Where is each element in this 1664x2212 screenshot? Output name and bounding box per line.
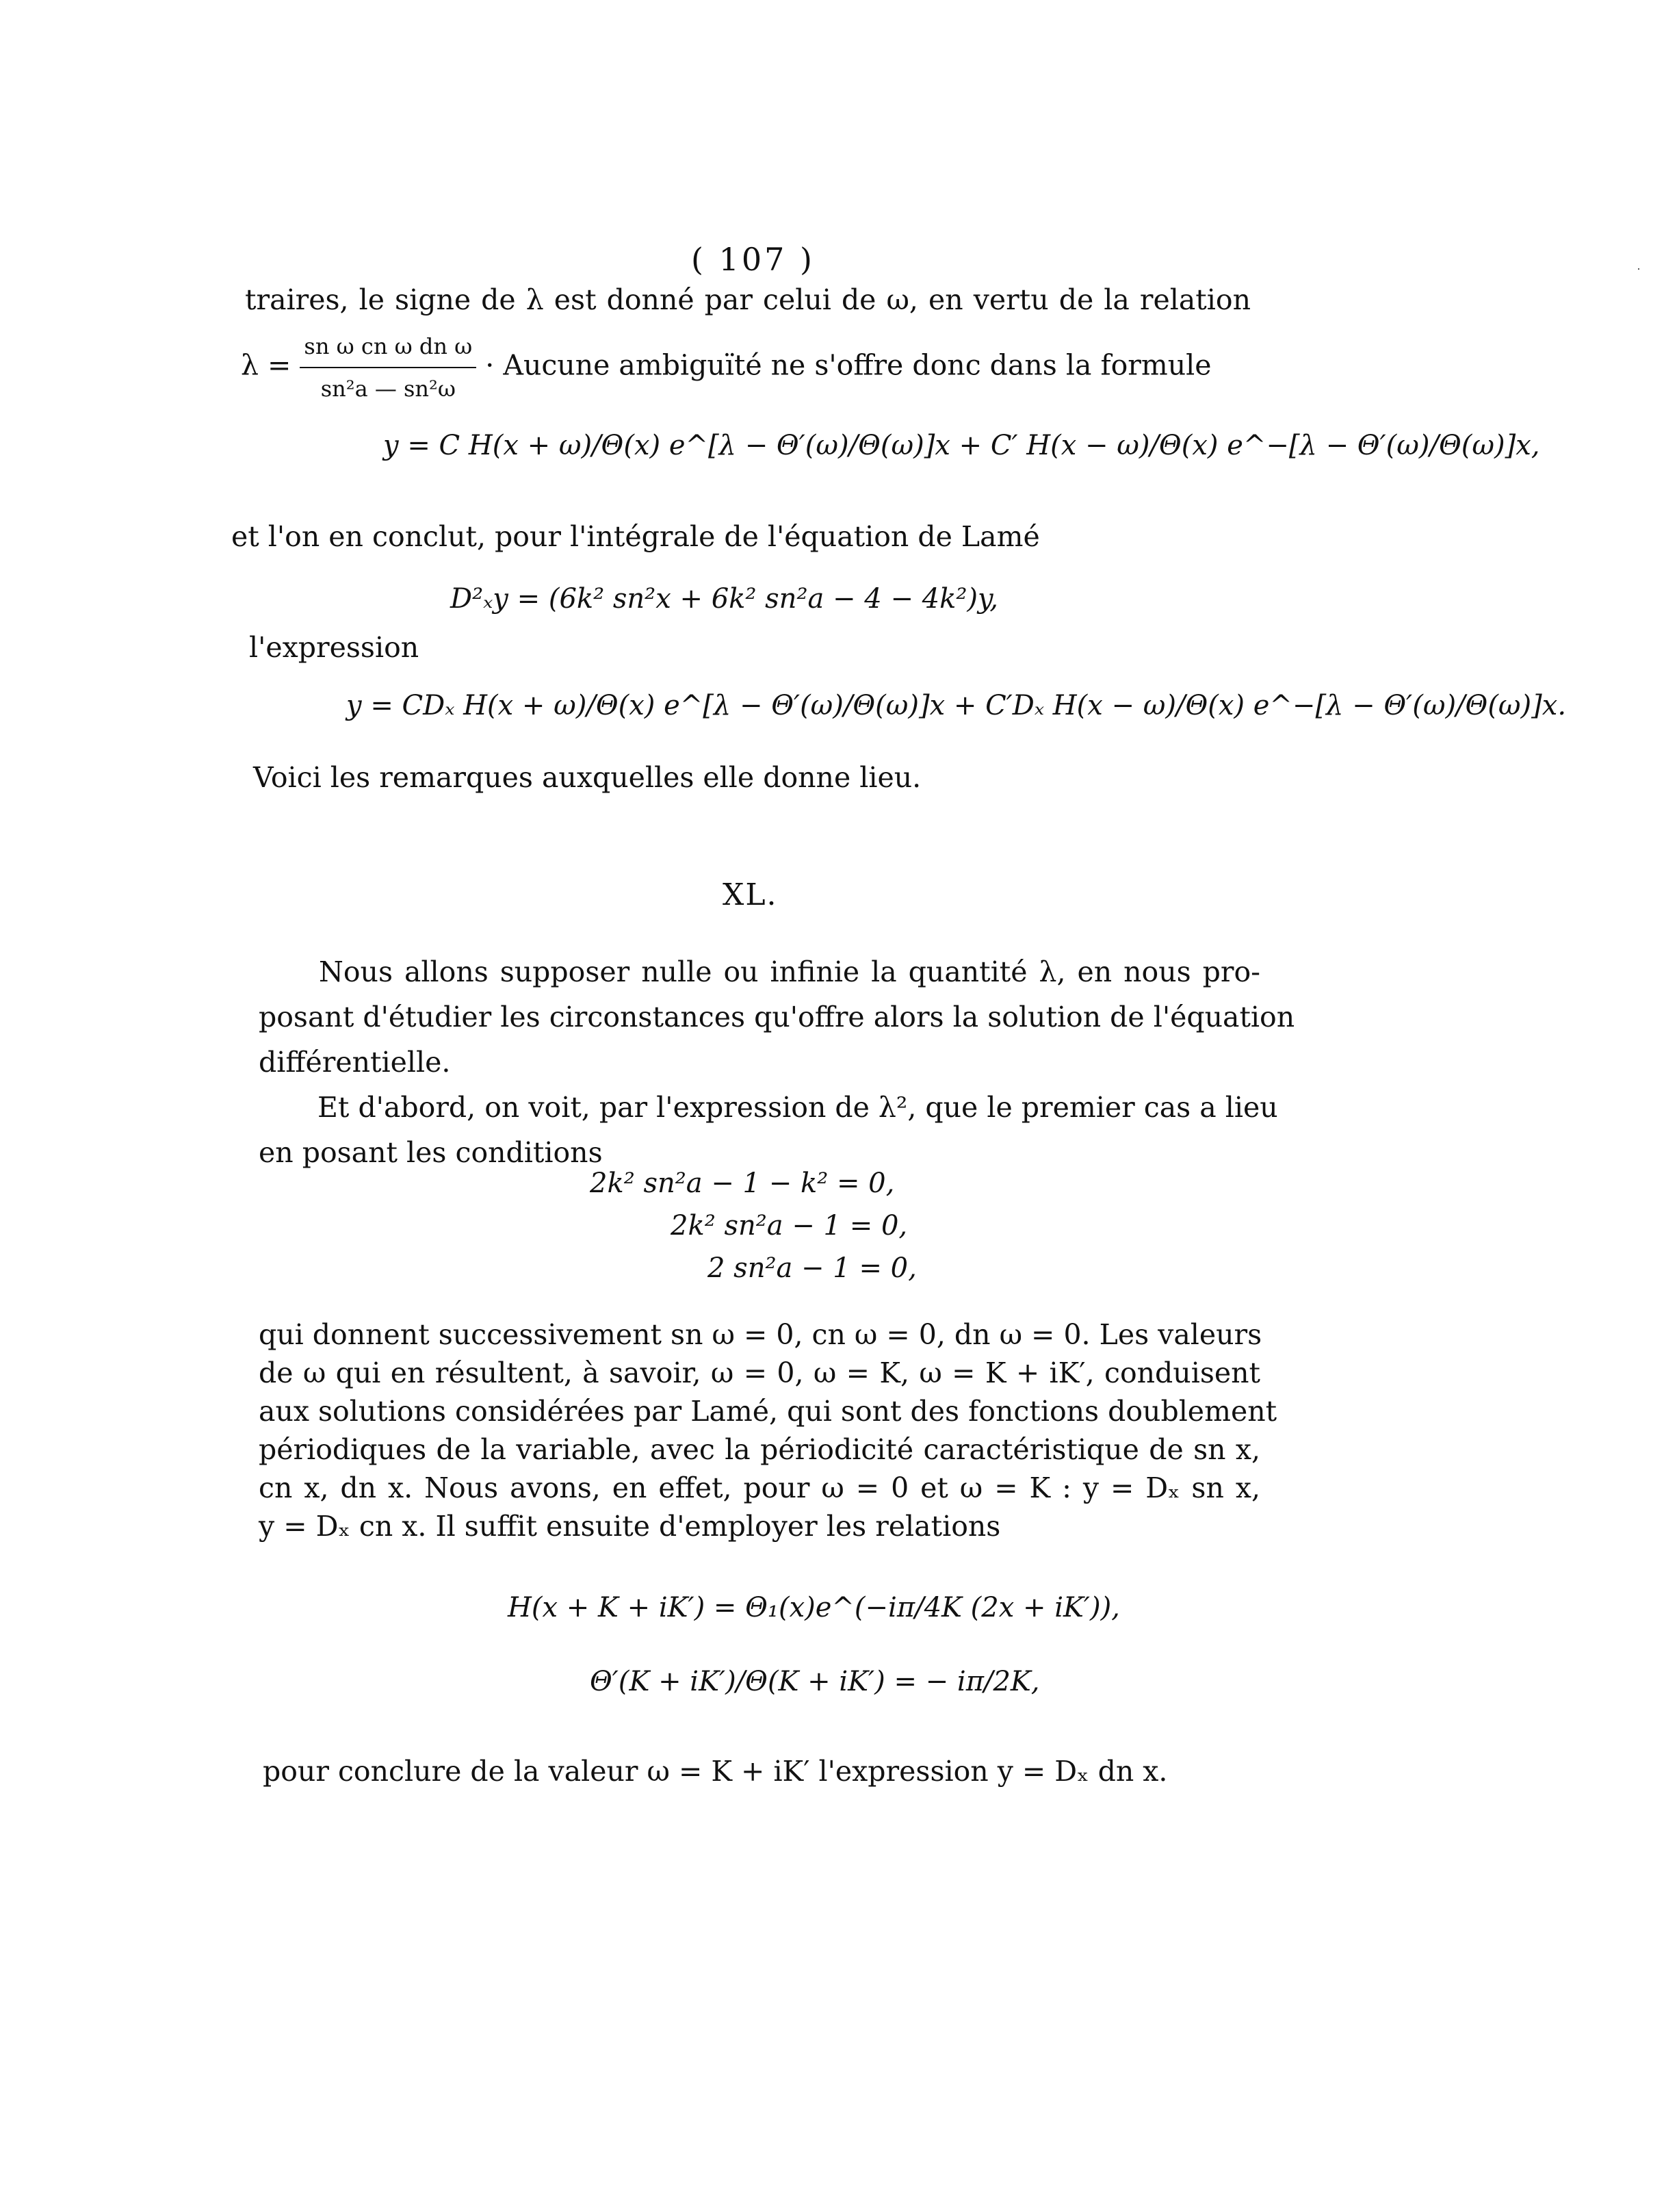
para3-line-3: aux solutions considérées par Lamé, qui sont des fonctions doublement [259, 1395, 1277, 1428]
condition-2: 2k² sn²a − 1 = 0, [671, 1210, 908, 1242]
lambda-denominator: sn²a — sn²ω [320, 376, 456, 402]
para3-line-2: de ω qui en résultent, à savoir, ω = 0, ω = K, ω = K + iK′, conduisent [259, 1356, 1260, 1389]
formula-1: y = C H(x + ω)/Θ(x) e^[λ − Θ′(ω)/Θ(ω)]x + C′ H(x − ω)/Θ(x) e^−[λ − Θ′(ω)/Θ(ω)]x, [383, 430, 1540, 461]
intro-line-1: traires, le signe de λ est donné par celui de ω, en vertu de la relation [245, 283, 1251, 316]
para1-line-1: Nous allons supposer nulle ou infinie la quantité λ, en nous pro- [319, 955, 1260, 988]
para2-line-2: en posant les conditions [259, 1136, 603, 1169]
relation-2: Θ′(K + iK′)/Θ(K + iK′) = − iπ/2K, [590, 1666, 1040, 1697]
condition-1: 2k² sn²a − 1 − k² = 0, [590, 1168, 895, 1199]
para1-line-3: différentielle. [259, 1046, 451, 1079]
para2-line-1: Et d'abord, on voit, par l'expression de λ², que le premier cas a lieu [317, 1091, 1278, 1124]
margin-mark [1638, 268, 1639, 270]
section-title: XL. [723, 877, 778, 912]
lambda-fraction [300, 327, 476, 408]
lame-equation: D²ₓy = (6k² sn²x + 6k² sn²a − 4 − 4k²)y, [450, 583, 998, 615]
lambda-label: λ = [241, 348, 291, 382]
formula-2: y = CDₓ H(x + ω)/Θ(x) e^[λ − Θ′(ω)/Θ(ω)]x + C′Dₓ H(x − ω)/Θ(x) e^−[λ − Θ′(ω)/Θ(ω)]x. [346, 690, 1567, 721]
para1-line-2: posant d'étudier les circonstances qu'offre alors la solution de l'équation [259, 1001, 1295, 1033]
page-number: ( 107 ) [691, 241, 815, 278]
condition-3: 2 sn²a − 1 = 0, [707, 1252, 917, 1284]
para3-line-1: qui donnent successivement sn ω = 0, cn ω = 0, dn ω = 0. Les valeurs [259, 1318, 1262, 1351]
para3-line-6: y = Dₓ cn x. Il suffit ensuite d'employer les relations [259, 1510, 1001, 1543]
lambda-numerator: sn ω cn ω dn ω [300, 327, 476, 368]
intro-line-2 [241, 327, 1212, 408]
relation-1: H(x + K + iK′) = Θ₁(x)e^(−iπ/4K (2x + iK′)), [508, 1592, 1120, 1623]
para3-line-5: cn x, dn x. Nous avons, en effet, pour ω = 0 et ω = K : y = Dₓ sn x, [259, 1471, 1260, 1504]
text-expression: l'expression [249, 631, 419, 664]
final-line: pour conclure de la valeur ω = K + iK′ l'expression y = Dₓ dn x. [263, 1755, 1168, 1788]
text-remarks: Voici les remarques auxquelles elle donne lieu. [253, 761, 922, 794]
para3-line-4: périodiques de la variable, avec la périodicité caractéristique de sn x, [259, 1433, 1260, 1466]
intro-line-2-text: · Aucune ambiguïté ne s'offre donc dans la formule [485, 348, 1212, 382]
text-conclude: et l'on en conclut, pour l'intégrale de l'équation de Lamé [231, 520, 1040, 553]
